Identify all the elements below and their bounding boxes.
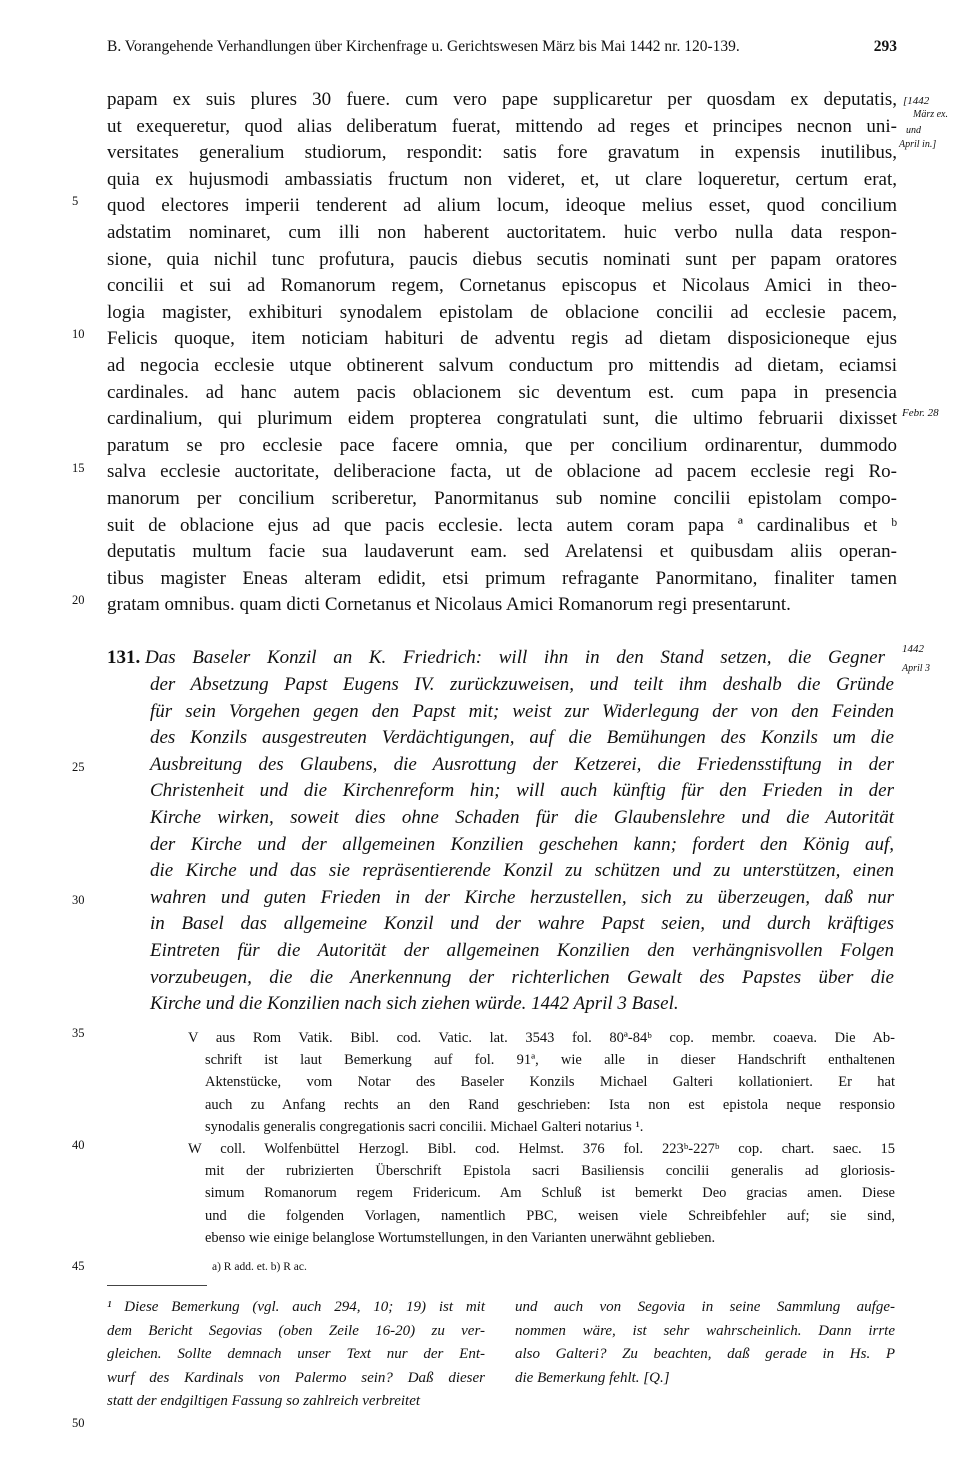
regest-number: 131.	[107, 647, 141, 668]
regest-heading	[107, 648, 885, 667]
source-line: ebenso wie einige belanglose Wortumstellungen, in den Varianten unerwähnt geblieben.	[205, 1229, 716, 1246]
body-line: quia ex hujusmodi ambassiatis fructum non videret, et, ut clare loqueretur, certum erat,	[107, 168, 897, 190]
running-title: B. Vorangehende Verhandlungen über Kirchenfrage u. Gerichtswesen März bis Mai 1442 nr. 120-139.	[107, 38, 740, 55]
body-line: adstatim nominaret, cum illi non haberent auctoritatem. huic verbo nulla data respon-	[107, 222, 897, 243]
line-number: 30	[72, 893, 85, 907]
regest-line: der Absetzung Papst Eugens IV. zurückzuweisen, und teilt ihm deshalb die Gründe	[150, 674, 894, 695]
line-number: 40	[72, 1138, 85, 1152]
regest-line: Kirche wirken, soweit dies ohne Schaden für die Glaubenslehre und die Autorität	[150, 807, 894, 828]
body-line: sione, quia nichil tunc profutura, paucis diebus secutis nominati sunt per papam oratores	[107, 248, 897, 270]
body-line: deputatis multum facie sua laudaverunt eam. sed Arelatensi et quibusdam aliis operan-	[107, 541, 897, 563]
footnote-line: ¹ Diese Bemerkung (vgl. auch 294, 10; 19) ist mit	[107, 1299, 485, 1315]
regest-first-line: Das Baseler Konzil an K. Friedrich: will ihn in den Stand setzen, die Gegner	[145, 647, 885, 668]
regest-line: in Basel das allgemeine Konzil und der wahre Papst seien, und durch kräftiges	[150, 913, 894, 935]
line-number: 10	[72, 327, 85, 341]
body-line: cardinales. ad hanc autem pacis oblacionem sic deventum est. cum papa in presencia	[107, 381, 897, 403]
margin-date-year: [1442	[903, 95, 930, 107]
regest-line: Eintreten für die Autorität der allgemeinen Konzilien den verhängnisvollen Folgen	[150, 940, 894, 961]
body-line: gratam omnibus. quam dicti Cornetanus et Nicolaus Amici Romanorum regi presentarunt.	[107, 594, 791, 616]
regest-line: wahren und guten Frieden in der Kirche herzustellen, sich zu überzeugen, daß nur	[150, 886, 894, 908]
line-number: 45	[72, 1259, 85, 1273]
source-line: synodalis generalis congregationis sacri concilii. Michael Galteri notarius ¹.	[205, 1118, 644, 1135]
body-line: quod electores imperii tenderent ad alium locum, ideoque melius esset, quod concilium	[107, 195, 897, 217]
line-number: 20	[72, 593, 85, 607]
body-line: Felicis quoque, item noticiam habituri de adventu regis ad dietam disposicioneque ejus	[107, 328, 897, 350]
source-line: mit der rubrizierten Überschrift Epistola sacri Basiliensis concilii generalis ad gloriosis-	[205, 1163, 895, 1180]
regest-line: Christenheit und die Kirchenreform hin; will auch künftig für den Frieden in der	[150, 780, 894, 802]
line-number: 50	[72, 1416, 85, 1430]
body-line: manorum per concilium scriberetur, Panormitanus sub nomine concilii epistolam compo-	[107, 488, 897, 509]
line-number: 25	[72, 760, 85, 774]
margin-reg-date: April 3	[902, 663, 931, 674]
body-line: salva ecclesie auctoritate, deliberacione facta, ut de oblacione ad pacem ecclesie regi Ro-	[107, 461, 897, 483]
regest-line: für sein Vorgehen gegen den Papst mit; weist zur Widerlegung der von den Feinden	[150, 700, 894, 722]
margin-date-april: April in.]	[899, 139, 937, 150]
footnote-line: nommen wäre, ist sehr wahrscheinlich. Dann irrte	[515, 1322, 895, 1339]
body-line: ad negocia ecclesie utque obtinerent salvum conductum pro mittendis ad dietam, eciamsi	[107, 355, 897, 376]
body-line: tibus magister Eneas alteram edidit, etsi primum refragante Panormitano, finaliter tamen	[107, 567, 897, 589]
footnote-line: also Galteri? Zu beachten, daß gerade in Hs. P	[515, 1346, 895, 1362]
footnote-line: und auch von Segovia in seine Sammlung aufge-	[515, 1299, 895, 1315]
margin-date-und: und	[906, 125, 921, 136]
margin-date-maerz: März ex.	[913, 109, 948, 120]
source-line: schrift ist laut Bemerkung auf fol. 91ª, wie alle in dieser Handschrift enthaltenen	[205, 1052, 895, 1069]
source-line: auch zu Anfang rechts an den Rand geschrieben: Ista non est epistola neque responsio	[205, 1096, 895, 1113]
regest-line: vorzubeugen, die die Anerkennung der richterlichen Gewalt des Papstes über die	[150, 966, 894, 988]
page-number: 293	[873, 38, 897, 55]
body-line: suit de oblacione ejus ad que pacis ecclesie. lecta autem coram papa ª cardinalibus et ᵇ	[107, 514, 897, 536]
source-line: simum Romanorum regem Fridericum. Am Schluß ist bemerkt Deo gracias amen. Diese	[205, 1185, 895, 1202]
body-line: concilii et sui ad Romanorum regem, Cornetanus episcopus et Nicolaus Amici in theo-	[107, 275, 897, 297]
regest-line: der Kirche und der allgemeinen Konzilien geschehen kann; fordert den König auf,	[150, 833, 894, 855]
source-line: W coll. Wolfenbüttel Herzogl. Bibl. cod. Helmst. 376 fol. 223ᵇ-227ᵇ cop. chart. saec. 15	[188, 1141, 895, 1157]
footnote-line: gleichen. Sollte demnach unser Text nur der Ent-	[107, 1346, 485, 1362]
regest-line: des Konzils ausgestreuten Verdächtigungen, auf die Bemühungen des Konzils um die	[150, 727, 894, 749]
regest-line: die Kirche und das sie repräsentierende Konzil zu schützen und zu unterstützen, einen	[150, 860, 894, 882]
body-line: versitates generalium studiorum, respondit: satis fore gravatum in expensis inutilibus,	[107, 142, 897, 164]
source-line: V aus Rom Vatik. Bibl. cod. Vatic. lat. 3543 fol. 80ª-84ᵇ cop. membr. coaeva. Die Ab-	[188, 1030, 895, 1046]
body-line: papam ex suis plures 30 fuere. cum vero pape supplicaretur per quosdam ex deputatis,	[107, 89, 897, 110]
margin-reg-year: 1442	[902, 643, 924, 655]
source-line: und die folgenden Vorlagen, namentlich PBC, weisen viele Schreibfehler auf; sie sind,	[205, 1207, 895, 1224]
footnote-line: dem Bericht Segovias (oben Zeile 16-20) zu ver-	[107, 1322, 485, 1339]
body-line: cardinalium, qui plurimum eidem propterea congratulati sunt, die ultimo februarii dixisset	[107, 408, 897, 430]
body-line: paratum se pro ecclesie pace facere omnia, que per concilium ordinarentur, dummodo	[107, 434, 897, 456]
regest-line: Ausbreitung des Glaubens, die Ausrottung der Ketzerei, die Friedensstiftung in der	[150, 753, 894, 775]
regest-line: Kirche und die Konzilien nach sich ziehen würde. 1442 April 3 Basel.	[150, 993, 679, 1015]
body-line: ut exequeretur, quod alias deliberatum fuerat, mittendo ad reges et principes necnon uni-	[107, 115, 897, 137]
footnote-line: die Bemerkung fehlt. [Q.]	[515, 1369, 670, 1386]
line-number: 15	[72, 461, 85, 475]
footnote-line: statt der endgiltigen Fassung so zahlreich verbreitet	[107, 1393, 421, 1409]
variant-notes: a) R add. et. b) R ac.	[212, 1261, 307, 1273]
margin-date-febr: Febr. 28	[902, 407, 939, 419]
running-header	[107, 38, 897, 56]
footnote-rule	[107, 1285, 207, 1286]
source-line: Aktenstücke, vom Notar des Baseler Konzils Michael Galteri kollationiert. Er hat	[205, 1074, 895, 1091]
line-number: 35	[72, 1026, 85, 1040]
line-number: 5	[72, 194, 79, 208]
body-line: logia magister, exhibituri synodalem epistolam de oblacione concilii ad ecclesie pacem,	[107, 301, 897, 323]
footnote-line: wurf des Kardinals von Palermo sein? Daß dieser	[107, 1369, 485, 1386]
